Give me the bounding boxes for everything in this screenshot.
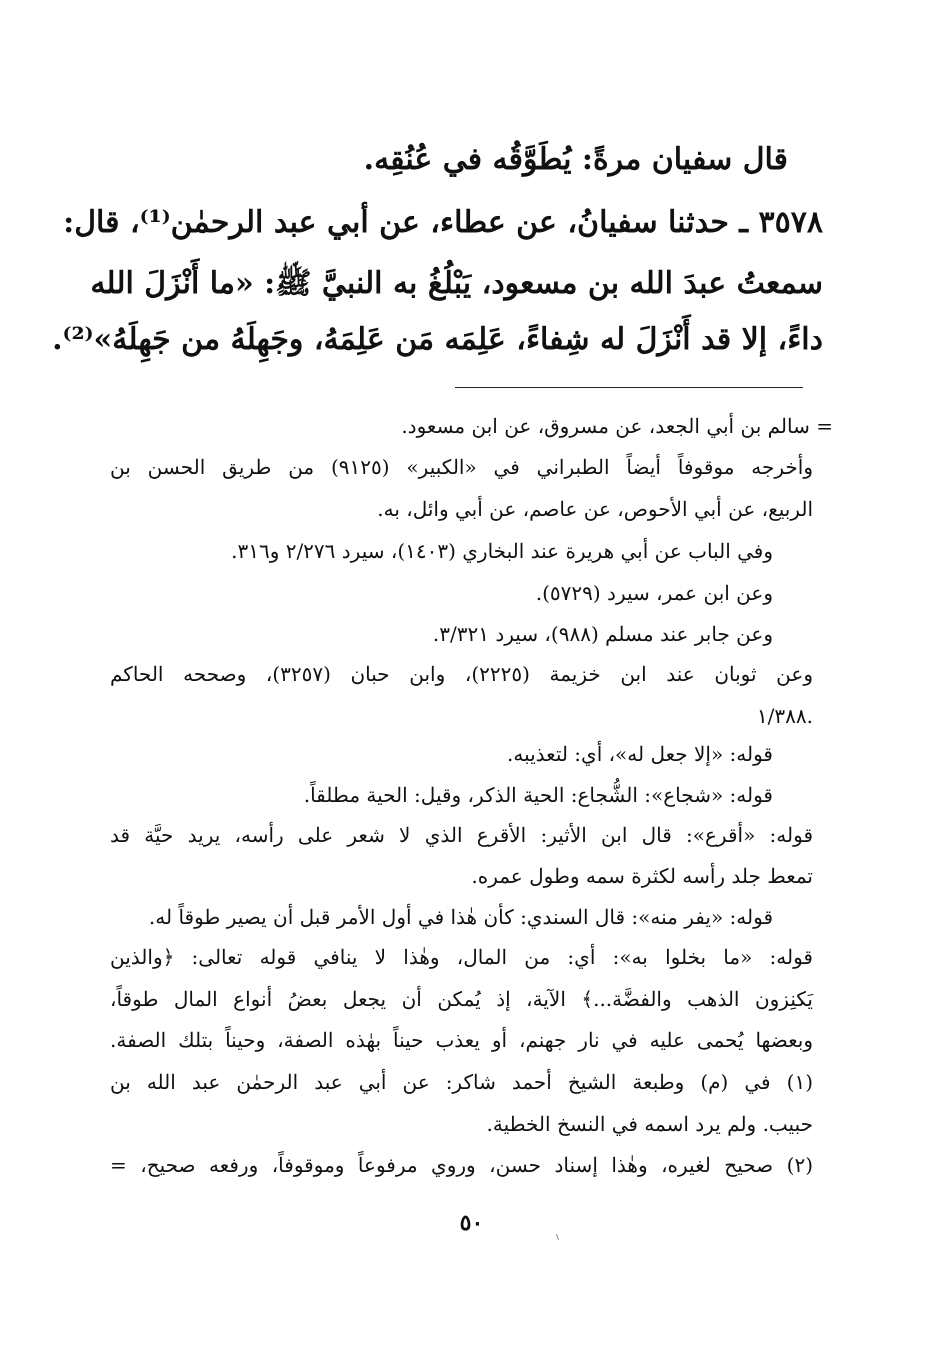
footnote-line: وأخرجه موقوفاً أيضاً الطبراني في «الكبير» (٩١٢٥) من طريق الحسن بن [110,455,813,479]
footnote-line: يَكنِزون الذهب والفضَّة...﴾ الآية، إذ يُمكن أن يجعل بعضُ أنواع المال طوقاً، [110,987,813,1011]
footnote-line: وعن جابر عند مسلم (٩٨٨)، سيرد ٣/٣٢١. [432,622,773,646]
footnote-line: وعن ابن عمر، سيرد (٥٧٢٩). [535,581,773,605]
footnote-1: (١) في (م) وطبعة الشيخ أحمد شاكر: عن أبي عبد الرحمٰن عبد الله بن [110,1070,813,1094]
footnote-line: قوله: «إلا جعل له»، أي: لتعذيبه. [506,742,773,766]
footnote-separator [455,387,803,388]
footnote-line: الربيع، عن أبي الأحوص، عن عاصم، عن أبي وائل، به. [377,497,813,521]
footnote-line: ١/٣٨٨. [756,704,813,728]
footnote-line: قوله: «ما بخلوا به»: أي: من المال، وهٰذا لا ينافي قوله تعالى: ﴿والذين [110,945,813,969]
main-text-line-2: ٣٥٧٨ ـ حدثنا سفيانُ، عن عطاء، عن أبي عبد الرحمٰن⁽¹⁾، قال: [63,205,823,240]
footnote-line: قوله: «شجاع»: الشُّجاع: الحية الذكر، وقيل: الحية مطلقاً. [303,783,773,807]
footnote-line: وعن ثوبان عند ابن خزيمة (٢٢٢٥)، وابن حبان (٣٢٥٧)، وصححه الحاكم [110,662,813,686]
footnote-line: = سالم بن أبي الجعد، عن مسروق، عن ابن مسعود. [401,414,833,438]
footnote-line: قوله: «أقرع»: قال ابن الأثير: الأقرع الذي لا شعر على رأسه، يريد حيَّة قد [110,823,813,847]
page-number: ٥٠ [459,1210,484,1236]
main-text-line-3: سمعتُ عبدَ الله بن مسعود، يَبْلُغُ به النبيَّ ﷺ: «ما أَنْزَلَ الله [90,266,823,301]
footnote-line: تمعط جلد رأسه لكثرة سمه وطول عمره. [471,864,813,888]
footnote-line: قوله: «يفر منه»: قال السندي: كأن هٰذا في أول الأمر قبل أن يصير طوقاً له. [148,905,773,929]
main-text-line-4: داءً، إلا قد أَنْزَلَ له شِفاءً، عَلِمَه مَن عَلِمَهُ، وجَهِلَهُ من جَهِلَهُ»⁽²⁾. [52,322,823,357]
footnote-line: وفي الباب عن أبي هريرة عند البخاري (١٤٠٣)، سيرد ٢/٢٧٦ و٣١٦. [231,539,773,563]
main-text-line-1: قال سفيان مرةً: يُطَوَّقُه في عُنُقِه. [363,142,788,177]
footnote-2: (٢) صحيح لغيره، وهٰذا إسناد حسن، وروي مرفوعاً وموقوفاً، ورفعه صحيح، = [110,1153,813,1177]
footnote-line: وبعضها يُحمى عليه في نار جهنم، أو يعذب حيناً بهٰذه الصفة، وحيناً بتلك الصفة. [110,1028,813,1052]
footnote-line: حبيب. ولم يرد اسمه في النسخ الخطية. [486,1112,813,1136]
